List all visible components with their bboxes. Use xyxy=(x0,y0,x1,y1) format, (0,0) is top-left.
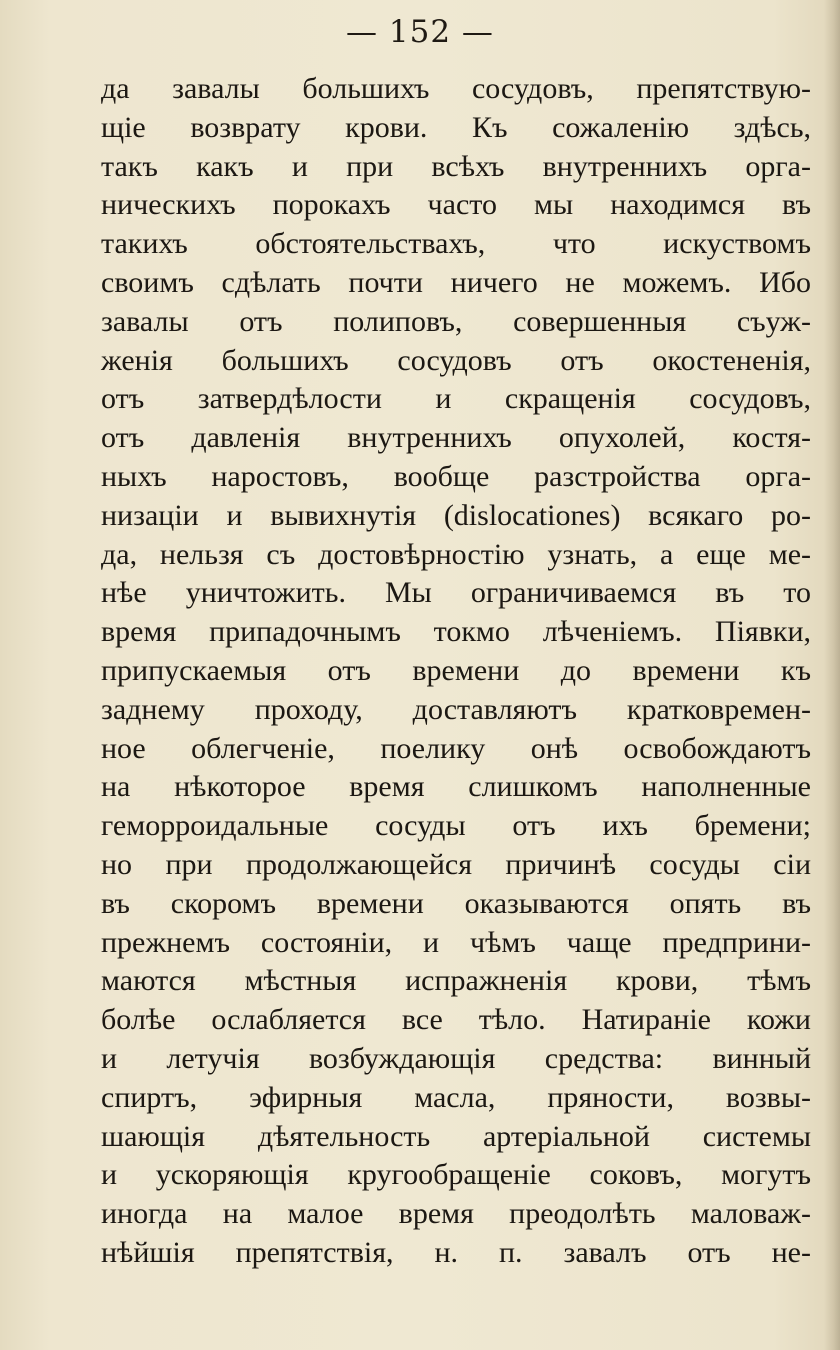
text-line: болѣе ослабляется все тѣло. Натираніе кожи xyxy=(101,1003,811,1037)
text-line: отъ давленія внутреннихъ опухолей, костя- xyxy=(101,421,811,455)
text-line: женія большихъ сосудовъ отъ окостененія, xyxy=(101,343,811,377)
text-line: да завалы большихъ сосудовъ, препятствую- xyxy=(101,72,811,105)
text-line: и ускоряющія кругообращеніе соковъ, могутъ xyxy=(101,1158,811,1192)
text-line: геморроидальные сосуды отъ ихъ бремени; xyxy=(101,809,811,843)
text-line: маются мѣстныя испражненія крови, тѣмъ xyxy=(101,964,811,998)
text-line: нѣйшія препятствія, н. п. завалъ отъ не- xyxy=(101,1235,811,1269)
text-line: такихъ обстоятельствахъ, что искуствомъ xyxy=(101,227,811,261)
body-text xyxy=(101,70,811,1273)
text-line: но при продолжающейся причинѣ сосуды сіи xyxy=(101,847,811,881)
text-line: ное облегченіе, поелику онѣ освобождаютъ xyxy=(101,731,811,765)
text-line: прежнемъ состояніи, и чѣмъ чаще предприни- xyxy=(101,925,811,959)
text-line: шающія дѣятельность артеріальной системы xyxy=(101,1119,811,1153)
text-line: иногда на малое время преодолѣть маловаж- xyxy=(101,1197,811,1231)
text-line: низаціи и вывихнутія (dislocationes) всякаго ро- xyxy=(101,498,811,532)
page-edge-shadow xyxy=(824,0,840,1350)
text-line: на нѣкоторое время слишкомъ наполненные xyxy=(101,770,811,804)
page-number: — 152 — xyxy=(346,14,494,50)
text-line: въ скоромъ времени оказываются опять въ xyxy=(101,886,811,920)
text-line: завалы отъ полиповъ, совершенныя съуж- xyxy=(101,304,811,338)
text-line: время припадочнымъ токмо лѣченіемъ. Піявки, xyxy=(101,615,811,649)
text-line: ныхъ наростовъ, вообще разстройства орга- xyxy=(101,459,811,493)
text-line: своимъ сдѣлать почти ничего не можемъ. Ибо xyxy=(101,265,811,299)
text-line: щіе возврату крови. Къ сожаленію здѣсь, xyxy=(101,110,811,144)
text-line: и летучія возбуждающія средства: винный xyxy=(101,1041,811,1075)
text-line: спиртъ, эфирныя масла, пряности, возвы- xyxy=(101,1080,811,1114)
text-line: нѣе уничтожить. Мы ограничиваемся въ то xyxy=(101,576,811,610)
text-line: такъ какъ и при всѣхъ внутреннихъ орга- xyxy=(101,149,811,183)
text-line: да, нельзя съ достовѣрностію узнать, а еще ме- xyxy=(101,537,811,571)
text-line: ническихъ порокахъ часто мы находимся въ xyxy=(101,188,811,222)
text-line: заднему проходу, доставляютъ кратковремен- xyxy=(101,692,811,726)
text-line: отъ затвердѣлости и скращенія сосудовъ, xyxy=(101,382,811,416)
text-line: припускаемыя отъ времени до времени къ xyxy=(101,653,811,687)
